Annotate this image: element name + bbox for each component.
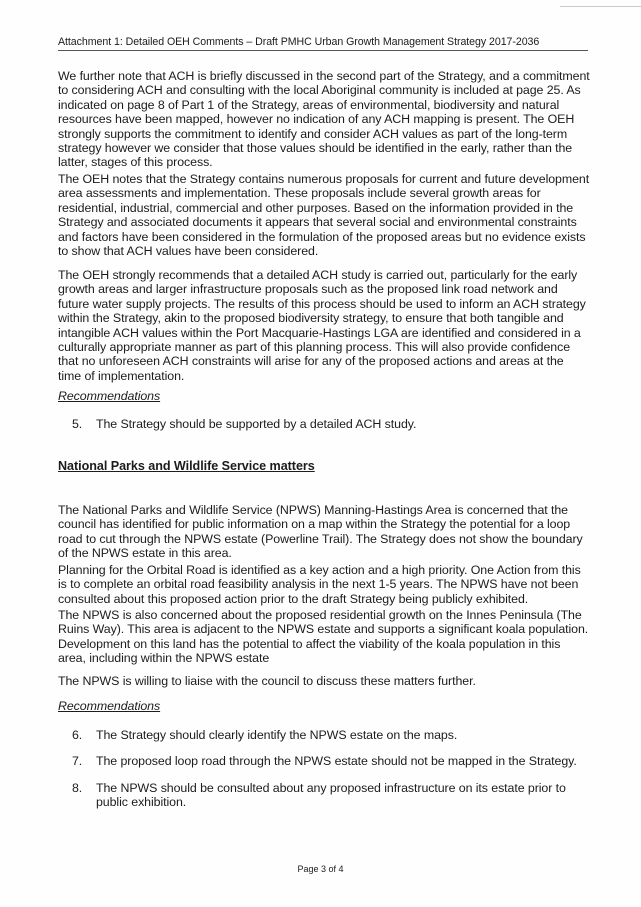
recommendation-text: The Strategy should be supported by a detailed ACH study. [96,417,417,431]
recommendation-number: 5. [72,417,83,431]
recommendation-item [72,728,590,742]
recommendation-item [72,417,590,431]
paragraph-ach-discussion: We further note that ACH is briefly discussed in the second part of the Strategy, and a commitment to considering ACH and consulting with the local Aboriginal community is included at page 25. As indicated on page 8 of Part 1 of the Strategy, areas of environmental, biodiversity and natural resources have been mapped, however no indication of any ACH mapping is present. The OEH strongly supports the commitment to identify and consider ACH values as part of the long-term strategy however we consider that those values should be identified in the early, rather than the latter, stages of this process. [58,69,590,170]
recommendation-number: 8. [72,781,83,795]
recommendation-text: The proposed loop road through the NPWS estate should not be mapped in the Strategy. [96,754,577,768]
recommendation-text: The NPWS should be consulted about any proposed infrastructure on its estate prior to public exhibition. [96,781,566,810]
header-rule [58,50,588,51]
page-number: Page 3 of 4 [297,864,344,874]
paragraph-innes-peninsula: The NPWS is also concerned about the proposed residential growth on the Innes Peninsula (The Ruins Way). This area is adjacent to the NPWS estate and supports a significant koala population. Development on this land has the potential to affect the viability of the koala population in this area, including within the NPWS estate [58,608,589,666]
section-heading-npws: National Parks and Wildlife Service matters [58,459,315,473]
paragraph-ach-study-recommendation: The OEH strongly recommends that a detailed ACH study is carried out, particularly for the early growth areas and larger infrastructure proposals such as the proposed link road network and future water supply projects. The results of this process should be used to inform an ACH strategy within the Strategy, akin to the proposed biodiversity strategy, to ensure that both tangible and intangible ACH values within the Port Macquarie-Hastings LGA are identified and considered in a culturally appropriate manner as part of this planning process. This will also provide confidence that no unforeseen ACH constraints will arise for any of the proposed actions and areas at the time of implementation. [58,268,586,383]
recommendation-item [72,754,590,768]
paragraph-npws-loop-road: The National Parks and Wildlife Service (NPWS) Manning-Hastings Area is concerned that the council has identified for public information on a map within the Strategy the potential for a loop road to cut through the NPWS estate (Powerline Trail). The Strategy does not show the boundary of the NPWS estate in this area. [58,503,583,561]
paragraph-npws-liaise: The NPWS is willing to liaise with the council to discuss these matters further. [58,674,476,688]
paragraph-orbital-road: Planning for the Orbital Road is identified as a key action and a high priority. One Action from this is to complete an orbital road feasibility analysis in the next 1-5 years. The NPWS have not been consulted about this proposed action prior to the draft Strategy being publicly exhibited. [58,563,581,606]
recommendation-item [72,781,590,810]
paragraph-development-proposals: The OEH notes that the Strategy contains numerous proposals for current and future development area assessments and implementation. These proposals include several growth areas for residential, industrial, commercial and other purposes. Based on the information provided in the Strategy and associated documents it appears that several social and environmental constraints and factors have been considered in the formulation of the proposed areas but no evidence exists to show that ACH values have been considered. [58,172,590,259]
recommendation-text: The Strategy should clearly identify the NPWS estate on the maps. [96,728,458,742]
recommendation-number: 7. [72,754,83,768]
recommendation-number: 6. [72,728,83,742]
recommendations-heading: Recommendations [58,699,161,713]
recommendations-heading: Recommendations [58,389,161,403]
page-header: Attachment 1: Detailed OEH Comments – Draft PMHC Urban Growth Management Strategy 2017-2036 [58,36,540,48]
scan-edge-line [560,6,641,7]
